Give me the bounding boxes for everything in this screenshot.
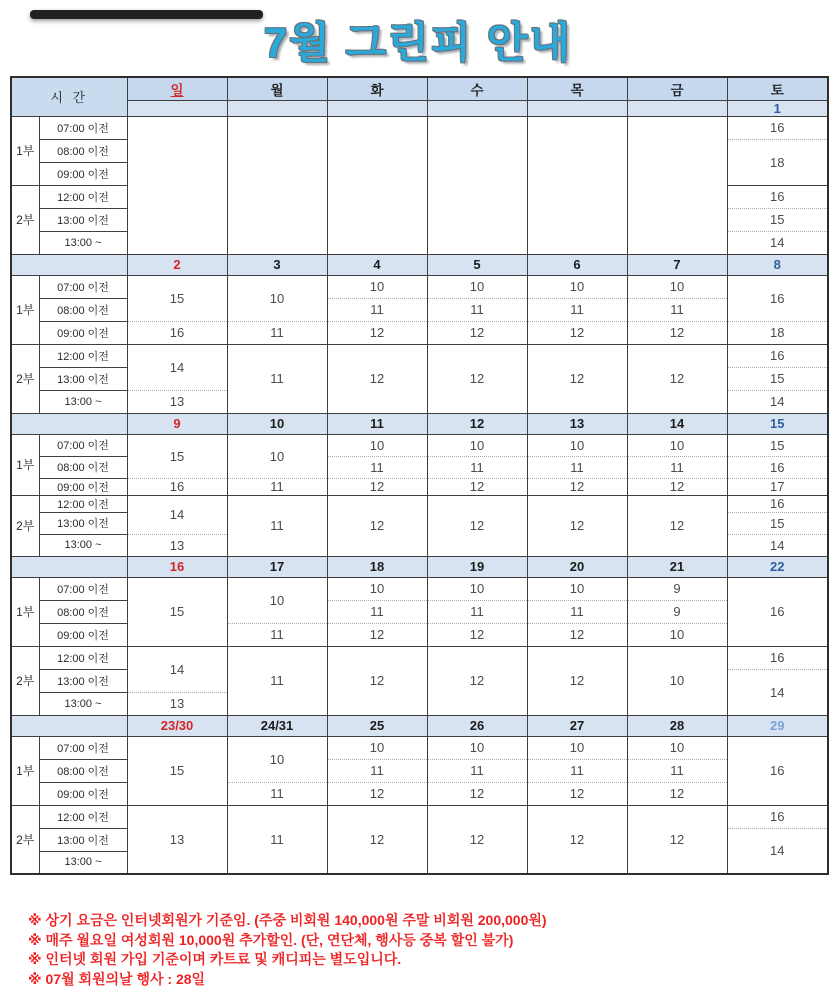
part-label: 1부 bbox=[11, 434, 39, 495]
price-cell: 16 bbox=[727, 495, 828, 512]
price-cell: 11 bbox=[427, 759, 527, 782]
price-cell: 10 bbox=[327, 736, 427, 759]
price-cell: 11 bbox=[227, 321, 327, 344]
date-cell: 24/31 bbox=[227, 715, 327, 736]
time-slot-label: 12:00 이전 bbox=[39, 805, 127, 828]
price-cell: 11 bbox=[227, 344, 327, 413]
weekday-header: 수 bbox=[427, 77, 527, 100]
empty-cell bbox=[227, 116, 327, 254]
price-cell: 15 bbox=[727, 512, 828, 534]
time-slot-label: 09:00 이전 bbox=[39, 478, 127, 495]
window-drag-bar bbox=[30, 10, 263, 19]
price-cell: 10 bbox=[227, 736, 327, 782]
date-cell: 17 bbox=[227, 556, 327, 577]
price-cell: 11 bbox=[427, 298, 527, 321]
price-cell: 12 bbox=[327, 495, 427, 556]
price-cell: 12 bbox=[327, 782, 427, 805]
weekday-header: 토 bbox=[727, 77, 828, 100]
price-cell: 10 bbox=[227, 275, 327, 321]
part-label: 2부 bbox=[11, 344, 39, 413]
price-cell: 11 bbox=[527, 600, 627, 623]
price-cell: 15 bbox=[127, 577, 227, 646]
date-cell: 25 bbox=[327, 715, 427, 736]
date-cell: 1 bbox=[727, 100, 828, 116]
price-cell: 10 bbox=[427, 275, 527, 298]
price-cell: 16 bbox=[727, 577, 828, 646]
price-cell: 13 bbox=[127, 534, 227, 556]
footnote-4: ※ 07월 회원의날 행사 : 28일 bbox=[28, 970, 836, 989]
price-cell: 16 bbox=[127, 478, 227, 495]
price-cell: 15 bbox=[727, 208, 828, 231]
time-slot-label: 13:00 이전 bbox=[39, 208, 127, 231]
price-cell: 16 bbox=[727, 275, 828, 321]
price-cell: 12 bbox=[627, 805, 727, 874]
weekday-header: 월 bbox=[227, 77, 327, 100]
price-cell: 11 bbox=[327, 298, 427, 321]
time-slot-label: 09:00 이전 bbox=[39, 162, 127, 185]
price-cell: 14 bbox=[127, 344, 227, 390]
time-slot-label: 13:00 이전 bbox=[39, 828, 127, 851]
date-cell: 7 bbox=[627, 254, 727, 275]
price-cell: 13 bbox=[127, 805, 227, 874]
date-row-spacer bbox=[11, 556, 127, 577]
date-cell: 23/30 bbox=[127, 715, 227, 736]
price-cell: 10 bbox=[527, 736, 627, 759]
time-slot-label: 13:00 이전 bbox=[39, 669, 127, 692]
price-cell: 14 bbox=[127, 646, 227, 692]
time-slot-label: 08:00 이전 bbox=[39, 139, 127, 162]
time-slot-label: 12:00 이전 bbox=[39, 646, 127, 669]
price-cell: 18 bbox=[727, 321, 828, 344]
time-slot-label: 07:00 이전 bbox=[39, 275, 127, 298]
price-cell: 10 bbox=[227, 577, 327, 623]
date-cell: 26 bbox=[427, 715, 527, 736]
date-cell: 15 bbox=[727, 413, 828, 434]
price-cell: 10 bbox=[527, 434, 627, 456]
time-slot-label: 08:00 이전 bbox=[39, 600, 127, 623]
price-cell: 12 bbox=[627, 321, 727, 344]
price-cell: 10 bbox=[227, 434, 327, 478]
price-cell: 11 bbox=[627, 298, 727, 321]
date-cell: 13 bbox=[527, 413, 627, 434]
price-cell: 15 bbox=[727, 367, 828, 390]
price-cell: 11 bbox=[527, 759, 627, 782]
price-cell: 10 bbox=[627, 736, 727, 759]
price-cell: 11 bbox=[327, 600, 427, 623]
price-cell: 14 bbox=[727, 390, 828, 413]
date-cell: 21 bbox=[627, 556, 727, 577]
date-cell bbox=[627, 100, 727, 116]
price-cell: 12 bbox=[427, 805, 527, 874]
date-cell: 5 bbox=[427, 254, 527, 275]
price-cell: 10 bbox=[627, 646, 727, 715]
date-cell: 27 bbox=[527, 715, 627, 736]
price-cell: 11 bbox=[327, 759, 427, 782]
date-row-spacer bbox=[11, 413, 127, 434]
time-slot-label: 08:00 이전 bbox=[39, 759, 127, 782]
empty-cell bbox=[527, 116, 627, 254]
price-cell: 12 bbox=[627, 344, 727, 413]
price-cell: 14 bbox=[727, 534, 828, 556]
weekday-header: 목 bbox=[527, 77, 627, 100]
price-cell: 11 bbox=[327, 456, 427, 478]
price-cell: 12 bbox=[627, 478, 727, 495]
price-cell: 12 bbox=[527, 344, 627, 413]
price-cell: 12 bbox=[427, 344, 527, 413]
empty-cell bbox=[627, 116, 727, 254]
price-cell: 16 bbox=[727, 344, 828, 367]
price-cell: 11 bbox=[427, 600, 527, 623]
price-cell: 10 bbox=[427, 736, 527, 759]
date-cell: 8 bbox=[727, 254, 828, 275]
price-cell: 16 bbox=[727, 736, 828, 805]
price-cell: 12 bbox=[627, 495, 727, 556]
weekday-header: 화 bbox=[327, 77, 427, 100]
time-slot-label: 12:00 이전 bbox=[39, 344, 127, 367]
price-cell: 16 bbox=[727, 456, 828, 478]
price-cell: 11 bbox=[227, 623, 327, 646]
price-cell: 12 bbox=[527, 495, 627, 556]
price-cell: 14 bbox=[727, 669, 828, 715]
date-cell bbox=[127, 100, 227, 116]
page-title: 7월 그린피 안내 bbox=[0, 10, 836, 70]
price-cell: 15 bbox=[127, 275, 227, 321]
time-slot-label: 13:00 ~ bbox=[39, 231, 127, 254]
date-cell: 16 bbox=[127, 556, 227, 577]
price-cell: 12 bbox=[527, 782, 627, 805]
price-cell: 10 bbox=[327, 577, 427, 600]
time-slot-label: 13:00 ~ bbox=[39, 692, 127, 715]
time-slot-label: 13:00 이전 bbox=[39, 367, 127, 390]
time-slot-label: 13:00 ~ bbox=[39, 851, 127, 874]
price-cell: 12 bbox=[427, 646, 527, 715]
price-cell: 12 bbox=[627, 782, 727, 805]
price-cell: 10 bbox=[627, 434, 727, 456]
price-cell: 11 bbox=[227, 782, 327, 805]
time-slot-label: 09:00 이전 bbox=[39, 782, 127, 805]
date-cell bbox=[227, 100, 327, 116]
price-cell: 12 bbox=[527, 321, 627, 344]
date-cell: 3 bbox=[227, 254, 327, 275]
part-label: 1부 bbox=[11, 275, 39, 344]
price-cell: 16 bbox=[727, 646, 828, 669]
price-cell: 17 bbox=[727, 478, 828, 495]
price-cell: 10 bbox=[527, 577, 627, 600]
weekday-header: 일 bbox=[127, 77, 227, 100]
part-label: 2부 bbox=[11, 646, 39, 715]
empty-cell bbox=[327, 116, 427, 254]
price-cell: 15 bbox=[727, 434, 828, 456]
empty-cell bbox=[427, 116, 527, 254]
price-cell: 12 bbox=[527, 646, 627, 715]
price-cell: 14 bbox=[727, 828, 828, 874]
time-slot-label: 09:00 이전 bbox=[39, 321, 127, 344]
price-cell: 12 bbox=[327, 321, 427, 344]
price-cell: 16 bbox=[727, 116, 828, 139]
price-cell: 10 bbox=[327, 434, 427, 456]
time-corner-label: 시 간 bbox=[11, 77, 127, 116]
part-label: 1부 bbox=[11, 116, 39, 185]
footnote-3: ※ 인터넷 회원 가입 기준이며 카트료 및 캐디피는 별도입니다. bbox=[28, 950, 836, 970]
price-cell: 11 bbox=[627, 456, 727, 478]
date-cell: 19 bbox=[427, 556, 527, 577]
time-slot-label: 09:00 이전 bbox=[39, 623, 127, 646]
price-cell: 12 bbox=[427, 623, 527, 646]
price-cell: 11 bbox=[527, 456, 627, 478]
price-cell: 10 bbox=[427, 434, 527, 456]
price-cell: 10 bbox=[327, 275, 427, 298]
time-slot-label: 07:00 이전 bbox=[39, 116, 127, 139]
price-cell: 12 bbox=[327, 478, 427, 495]
price-cell: 10 bbox=[627, 275, 727, 298]
part-label: 1부 bbox=[11, 736, 39, 805]
time-slot-label: 12:00 이전 bbox=[39, 495, 127, 512]
footnote-2: ※ 매주 월요일 여성회원 10,000원 추가할인. (단, 연단체, 행사등 중복 할인 불가) bbox=[28, 931, 836, 951]
price-cell: 12 bbox=[527, 623, 627, 646]
price-cell: 16 bbox=[727, 185, 828, 208]
part-label: 1부 bbox=[11, 577, 39, 646]
price-cell: 9 bbox=[627, 600, 727, 623]
date-cell: 22 bbox=[727, 556, 828, 577]
time-slot-label: 07:00 이전 bbox=[39, 434, 127, 456]
price-cell: 9 bbox=[627, 577, 727, 600]
price-cell: 10 bbox=[627, 623, 727, 646]
price-cell: 11 bbox=[227, 646, 327, 715]
price-cell: 12 bbox=[327, 623, 427, 646]
date-row-spacer bbox=[11, 715, 127, 736]
price-cell: 18 bbox=[727, 139, 828, 185]
time-slot-label: 13:00 ~ bbox=[39, 390, 127, 413]
date-cell bbox=[327, 100, 427, 116]
price-cell: 16 bbox=[127, 321, 227, 344]
price-cell: 10 bbox=[527, 275, 627, 298]
time-slot-label: 08:00 이전 bbox=[39, 298, 127, 321]
price-cell: 11 bbox=[227, 478, 327, 495]
part-label: 2부 bbox=[11, 185, 39, 254]
date-cell: 20 bbox=[527, 556, 627, 577]
price-cell: 11 bbox=[427, 456, 527, 478]
price-cell: 12 bbox=[327, 805, 427, 874]
price-cell: 13 bbox=[127, 692, 227, 715]
price-cell: 14 bbox=[127, 495, 227, 534]
price-cell: 12 bbox=[427, 321, 527, 344]
price-cell: 12 bbox=[327, 344, 427, 413]
price-cell: 15 bbox=[127, 736, 227, 805]
date-cell: 4 bbox=[327, 254, 427, 275]
time-slot-label: 13:00 이전 bbox=[39, 512, 127, 534]
time-slot-label: 12:00 이전 bbox=[39, 185, 127, 208]
date-cell: 14 bbox=[627, 413, 727, 434]
green-fee-notice-page bbox=[0, 10, 836, 982]
date-cell: 29 bbox=[727, 715, 828, 736]
date-row-spacer bbox=[11, 254, 127, 275]
date-cell bbox=[427, 100, 527, 116]
price-cell: 12 bbox=[427, 495, 527, 556]
date-cell: 2 bbox=[127, 254, 227, 275]
price-cell: 14 bbox=[727, 231, 828, 254]
price-cell: 11 bbox=[527, 298, 627, 321]
date-cell: 11 bbox=[327, 413, 427, 434]
price-cell: 12 bbox=[427, 782, 527, 805]
price-cell: 12 bbox=[427, 478, 527, 495]
time-slot-label: 07:00 이전 bbox=[39, 577, 127, 600]
part-label: 2부 bbox=[11, 805, 39, 874]
price-cell: 16 bbox=[727, 805, 828, 828]
date-cell: 10 bbox=[227, 413, 327, 434]
price-cell: 15 bbox=[127, 434, 227, 478]
price-cell: 11 bbox=[227, 805, 327, 874]
time-slot-label: 07:00 이전 bbox=[39, 736, 127, 759]
footnote-1: ※ 상기 요금은 인터넷회원가 기준임. (주중 비회원 140,000원 주말 비회원 200,000원) bbox=[28, 911, 836, 931]
date-cell: 18 bbox=[327, 556, 427, 577]
price-cell: 12 bbox=[527, 805, 627, 874]
price-cell: 10 bbox=[427, 577, 527, 600]
date-cell: 6 bbox=[527, 254, 627, 275]
weekday-header: 금 bbox=[627, 77, 727, 100]
price-cell: 13 bbox=[127, 390, 227, 413]
date-cell: 12 bbox=[427, 413, 527, 434]
footnotes bbox=[28, 911, 836, 989]
time-slot-label: 08:00 이전 bbox=[39, 456, 127, 478]
date-cell: 9 bbox=[127, 413, 227, 434]
price-cell: 11 bbox=[627, 759, 727, 782]
price-cell: 11 bbox=[227, 495, 327, 556]
part-label: 2부 bbox=[11, 495, 39, 556]
green-fee-table bbox=[10, 76, 829, 875]
date-cell bbox=[527, 100, 627, 116]
price-cell: 12 bbox=[327, 646, 427, 715]
empty-cell bbox=[127, 116, 227, 254]
price-cell: 12 bbox=[527, 478, 627, 495]
date-cell: 28 bbox=[627, 715, 727, 736]
time-slot-label: 13:00 ~ bbox=[39, 534, 127, 556]
